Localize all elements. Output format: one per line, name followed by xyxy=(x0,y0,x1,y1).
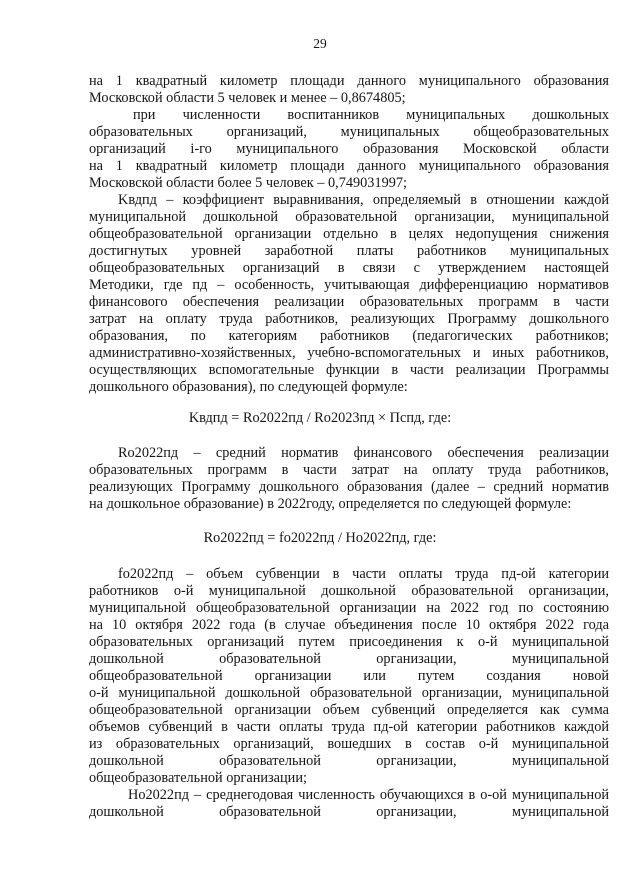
text-line: затрат на оплату труда работников, реализующих Программу дошкольного xyxy=(89,311,609,327)
text-line: дошкольной образовательной организации, муниципальной xyxy=(89,651,609,667)
text-line: финансового обеспечения реализации образовательных программ в части xyxy=(89,294,609,310)
text-line: достигнутых уровней заработной платы работников муниципальных xyxy=(89,243,609,259)
text-line: Hо2022пд – среднегодовая численность обучающихся в о-ой муниципальной xyxy=(128,787,609,803)
text-line: из образовательных организаций, вошедших в состав о-й муниципальной xyxy=(89,736,609,752)
text-line: муниципальной дошкольной образовательной организации, муниципальной xyxy=(89,209,609,225)
text-line: о-й муниципальной дошкольной образовательной организации, муниципальной xyxy=(89,685,609,701)
text-line: дошкольной образовательной организации, муниципальной xyxy=(89,804,609,820)
text-line: на дошкольное образование) в 2022году, определяется по следующей формуле: xyxy=(89,496,572,512)
text-line: общеобразовательных организаций в связи с утверждением настоящей xyxy=(89,260,609,276)
text-line: общеобразовательной организации отдельно в целях недопущения снижения xyxy=(89,226,609,242)
text-line: Московской области 5 человек и менее – 0,8674805; xyxy=(89,90,406,106)
text-line: на 10 октября 2022 года (в случае объединения после 10 октября 2022 года xyxy=(89,617,609,633)
text-line: при численности воспитанников муниципальных дошкольных xyxy=(133,107,609,123)
text-line: на 1 квадратный километр площади данного муниципального образования xyxy=(89,158,609,174)
text-line: образовательных организаций, муниципальных общеобразовательных xyxy=(89,124,609,140)
text-line: общеобразовательной организации; xyxy=(89,770,307,786)
formula-line: Rо2022пд = fо2022пд / Hо2022пд, где: xyxy=(203,530,437,546)
text-line: реализующих Программу дошкольного образования (далее – средний норматив xyxy=(89,479,609,495)
formula-line: Kвдпд = Rо2022пд / Rо2023пд × Пспд, где: xyxy=(188,410,452,426)
text-line: объемов субвенций в части оплаты труда пд-ой категории работников каждой xyxy=(89,719,609,735)
text-line: административно-хозяйственных, учебно-вспомогательных и иных работников, xyxy=(89,345,609,361)
text-line: Rо2022пд – средний норматив финансового обеспечения реализации xyxy=(118,445,609,461)
text-line: общеобразовательной организации или путем создания новой xyxy=(89,668,609,684)
text-line: Методики, где пд – особенность, учитывающая дифференциацию нормативов xyxy=(89,277,609,293)
text-line: муниципальной общеобразовательной организации на 2022 год по состоянию xyxy=(89,600,609,616)
page-number: 29 xyxy=(313,36,327,51)
text-line: дошкольной образовательной организации, муниципальной xyxy=(89,753,609,769)
text-line: fо2022пд – объем субвенции в части оплаты труда пд-ой категории xyxy=(118,566,609,582)
text-line: образовательных организаций путем присоединения к о-й муниципальной xyxy=(89,634,609,650)
text-line: общеобразовательной организации объем субвенций определяется как сумма xyxy=(89,702,609,718)
text-line: образовательных программ в части затрат на оплату труда работников, xyxy=(89,462,609,478)
text-line: дошкольного образования), по следующей формуле: xyxy=(89,379,408,395)
text-line: Московской области более 5 человек – 0,749031997; xyxy=(89,175,408,191)
text-line: организаций i-го муниципального образования Московской области xyxy=(89,141,609,157)
text-line: работников о-й муниципальной дошкольной образовательной организации, xyxy=(89,583,609,599)
text-line: на 1 квадратный километр площади данного муниципального образования xyxy=(89,73,609,89)
text-line: образования, по категориям работников (педагогических работников; xyxy=(89,328,609,344)
text-line: осуществляющих вспомогательные функции в части реализации Программы xyxy=(89,362,609,378)
text-line: Kвдпд – коэффициент выравнивания, определяемый в отношении каждой xyxy=(118,192,609,208)
